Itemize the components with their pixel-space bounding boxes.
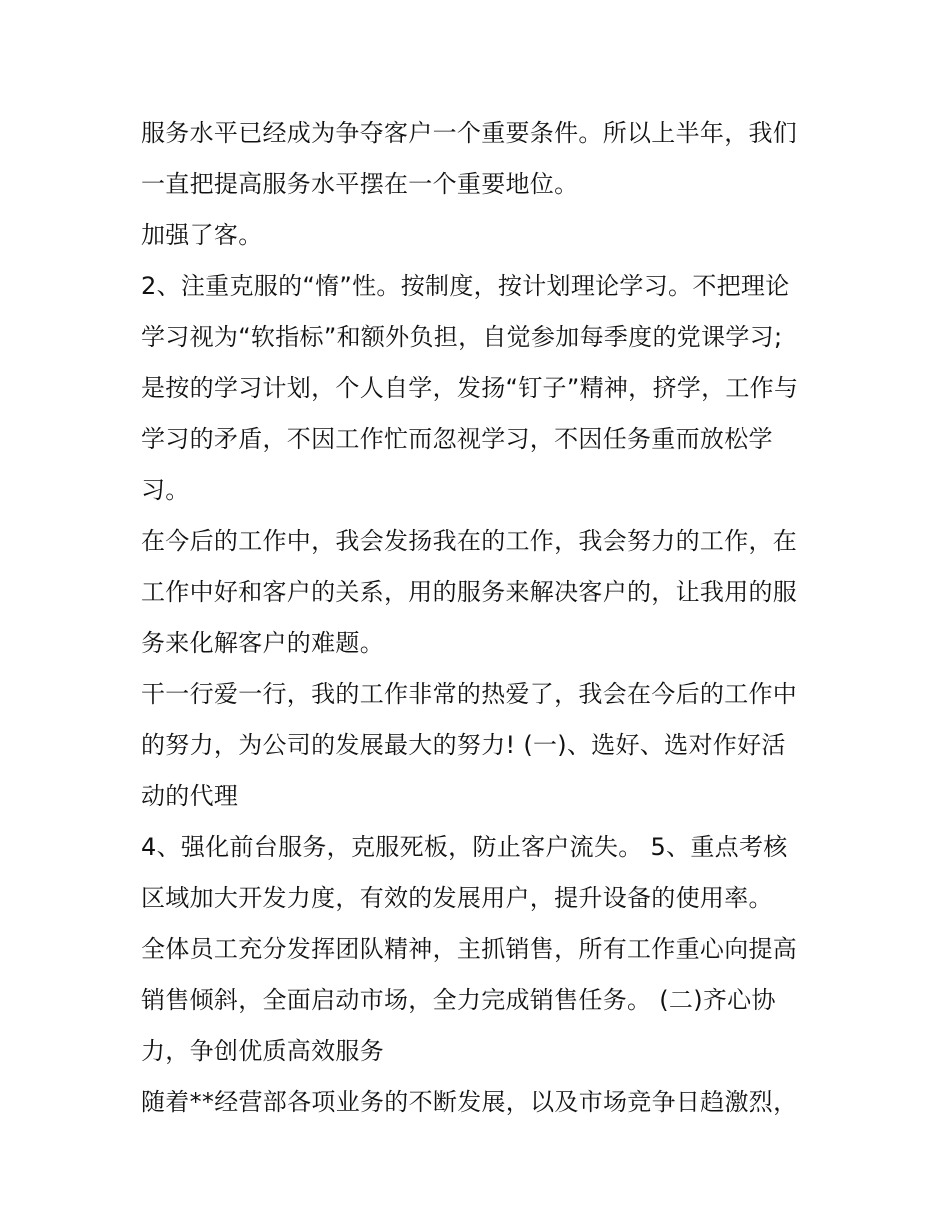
text-line: 加强了客。 — [141, 221, 263, 249]
text-line: 一直把提高服务水平摆在一个重要地位。 — [141, 170, 579, 198]
text-line: 习。 — [141, 476, 190, 504]
text-line: 是按的学习计划，个人自学，发扬“钉子”精神，挤学，工作与 — [141, 374, 799, 402]
text-line: 服务水平已经成为争夺客户一个重要条件。所以上半年，我们 — [141, 119, 798, 147]
text-line: 在今后的工作中，我会发扬我在的工作，我会努力的工作，在 — [141, 527, 798, 555]
text-line: 务来化解客户的难题。 — [141, 629, 384, 657]
text-line: 2、注重克服的“惰”性。按制度，按计划理论学习。不把理论 — [141, 272, 790, 300]
text-line: 力，争创优质高效服务 — [141, 1037, 384, 1065]
text-line: 的努力，为公司的发展最大的努力! (一)、选好、选对作好活 — [141, 731, 786, 759]
text-line: 工作中好和客户的关系，用的服务来解决客户的，让我用的服 — [141, 578, 798, 606]
text-line: 学习视为“软指标”和额外负担，自觉参加每季度的党课学习; — [141, 323, 783, 351]
text-line: 动的代理 — [141, 782, 239, 810]
text-line: 学习的矛盾，不因工作忙而忽视学习，不因任务重而放松学 — [141, 425, 773, 453]
text-line: 区域加大开发力度，有效的发展用户，提升设备的使用率。 — [141, 884, 773, 912]
text-line: 随着**经营部各项业务的不断发展，以及市场竞争日趋激烈， — [141, 1088, 798, 1116]
text-line: 4、强化前台服务，克服死板，防止客户流失。 5、重点考核 — [141, 833, 788, 861]
document-body — [141, 108, 821, 1128]
text-line: 全体员工充分发挥团队精神，主抓销售，所有工作重心向提高 — [141, 935, 798, 963]
text-line: 销售倾斜，全面启动市场，全力完成销售任务。 (二)齐心协 — [141, 986, 776, 1014]
text-line: 干一行爱一行，我的工作非常的热爱了，我会在今后的工作中 — [141, 680, 798, 708]
